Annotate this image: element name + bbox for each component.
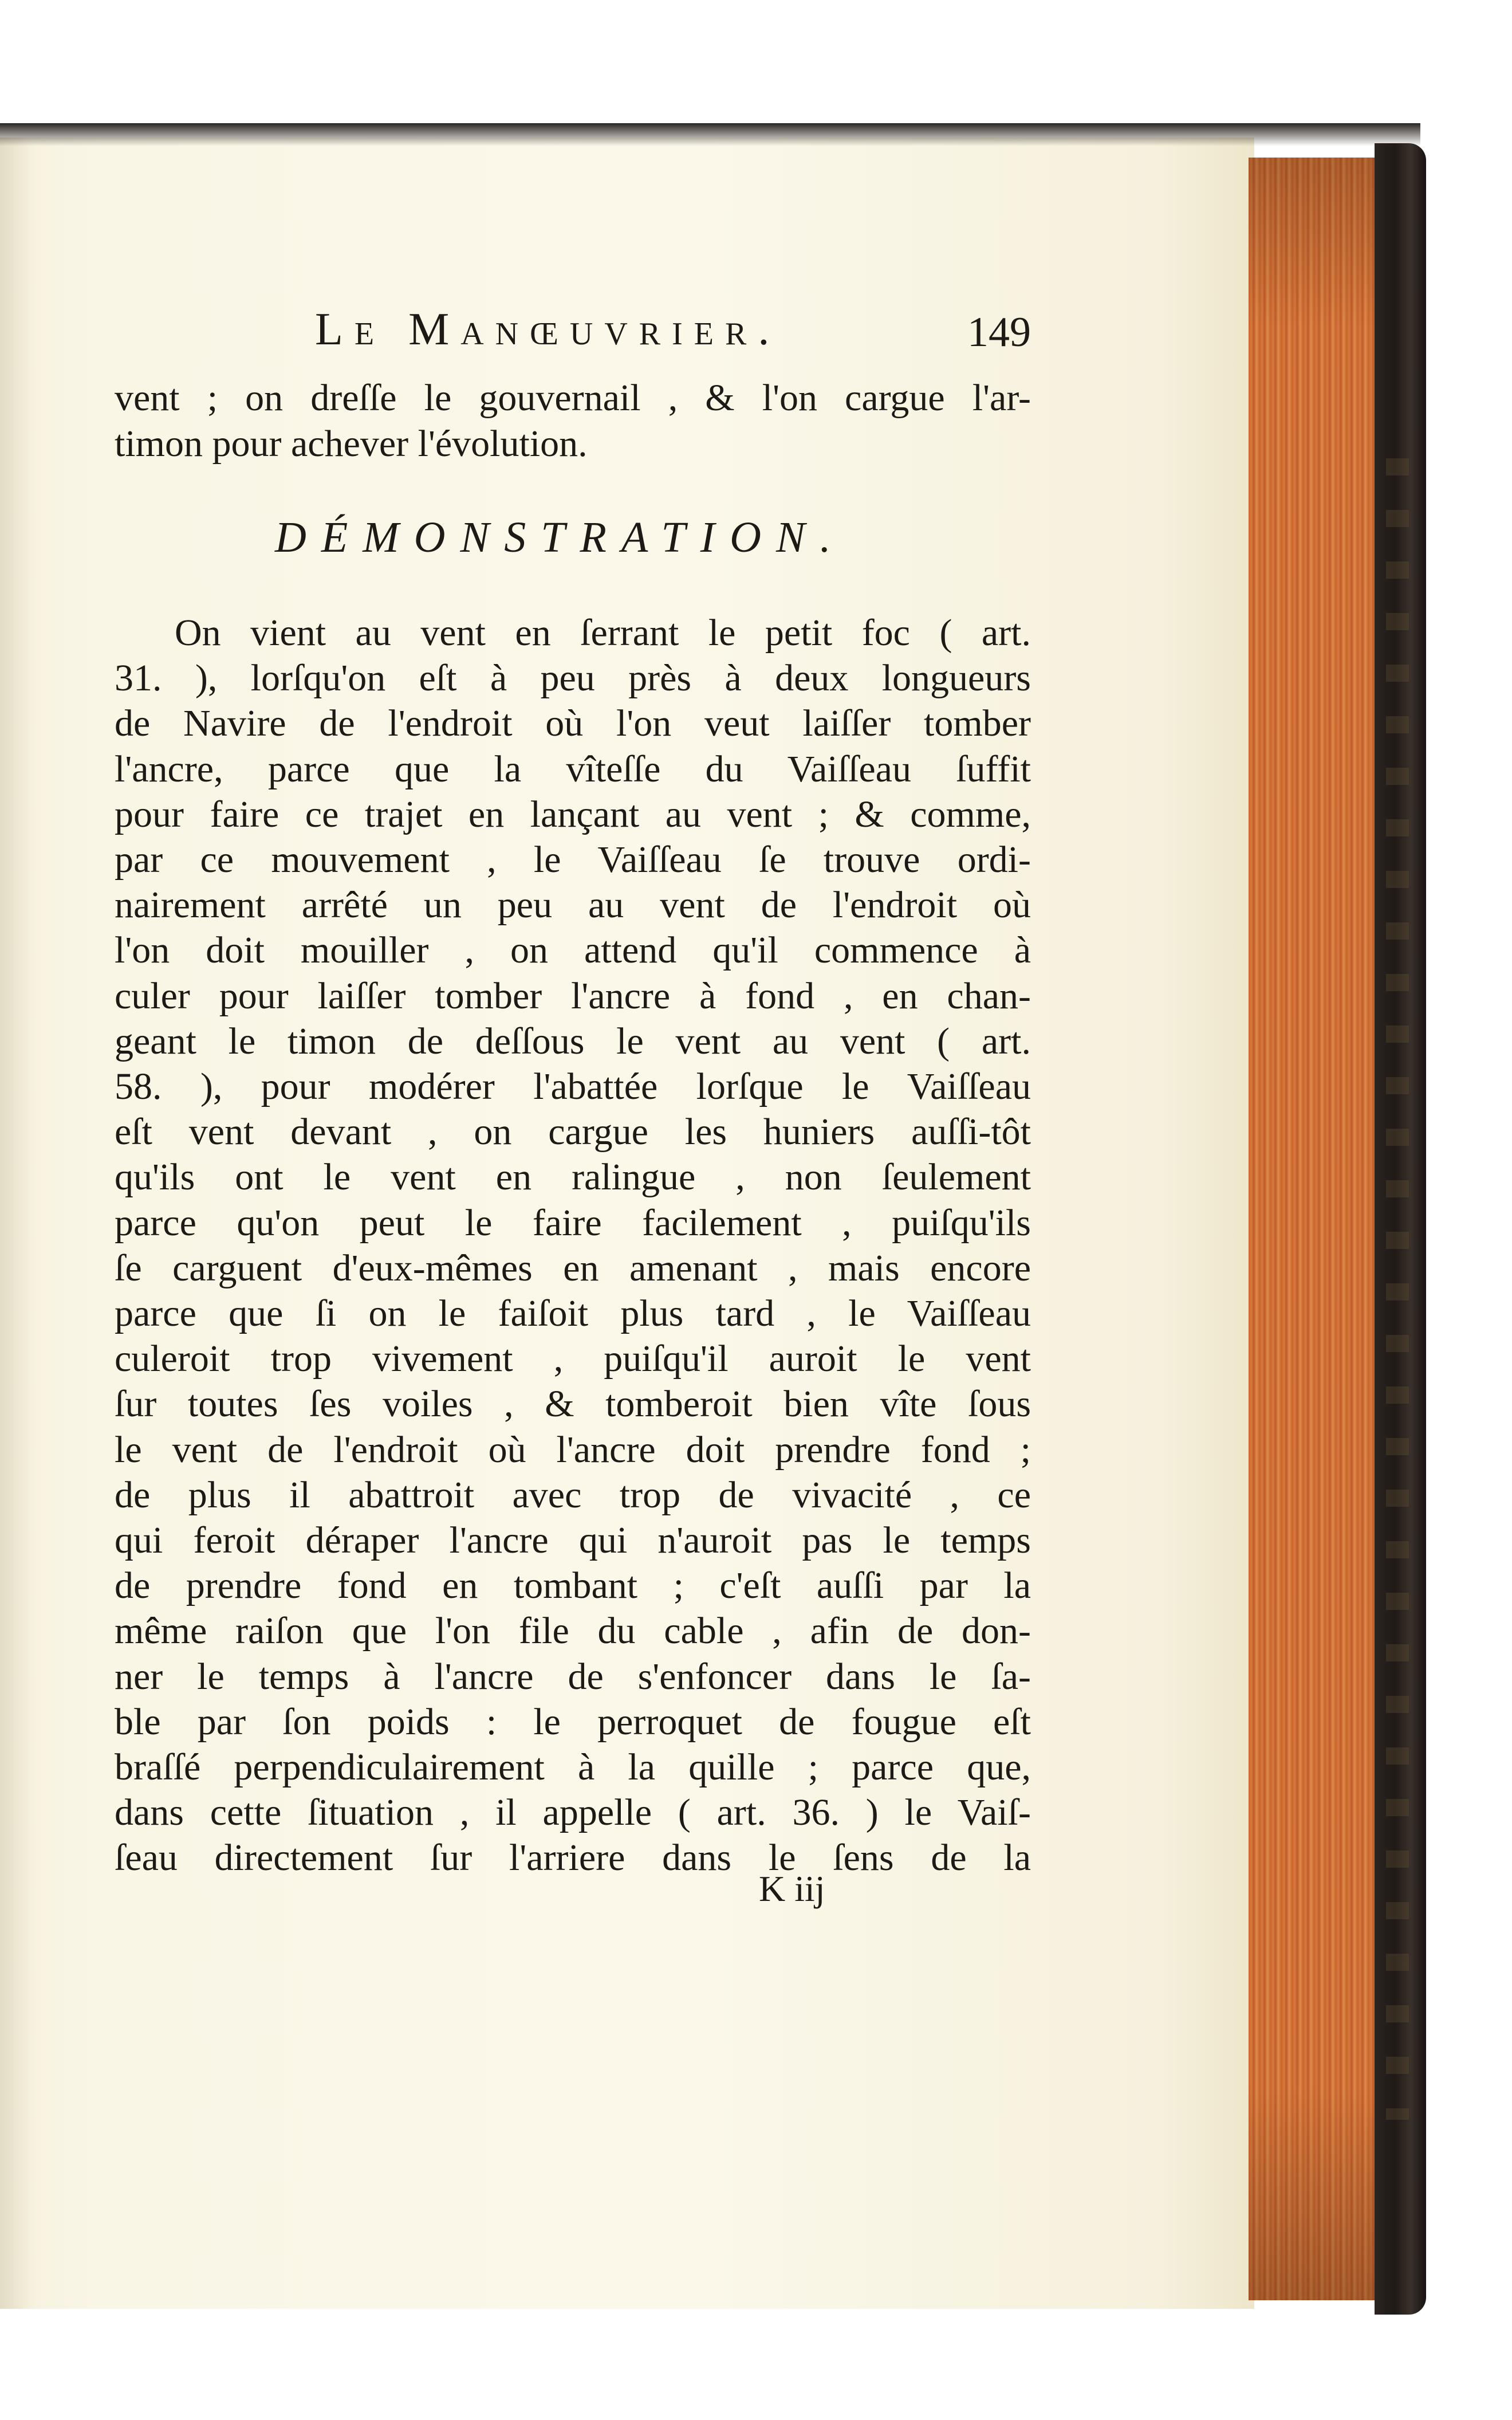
body-line: pour faire ce trajet en lançant au vent ; & comme,: [115, 793, 1031, 835]
body-line: parce qu'on peut le faire facilement , puiſqu'ils: [115, 1201, 1031, 1244]
page-edge-shading: [1249, 158, 1386, 2300]
running-head-title: Le Manœuvrier.: [315, 304, 781, 355]
body-line: nairement arrêté un peu au vent de l'endroit où: [115, 884, 1031, 926]
body-line: ble par ſon poids : le perroquet de fougue eſt: [115, 1700, 1031, 1743]
body-line: culeroit trop vivement , puiſqu'il auroit le vent: [115, 1338, 1031, 1380]
gutter-shade: [0, 138, 34, 2309]
body-line: par ce mouvement , le Vaiſſeau ſe trouve ordi-: [115, 839, 1031, 881]
signature-mark: K iij: [759, 1868, 825, 1909]
running-head: [315, 304, 1031, 372]
body-line: eſt vent devant , on cargue les huniers auſſi-tôt: [115, 1111, 1031, 1153]
body-line: même raiſon que l'on file du cable , afin de don-: [115, 1610, 1031, 1652]
body-line: ſur toutes ſes voiles , & tomberoit bien vîte ſous: [115, 1383, 1031, 1425]
body-line: 58. ), pour modérer l'abattée lorſque le Vaiſſeau: [115, 1066, 1031, 1107]
body-line: de plus il abattroit avec trop de vivacité , ce: [115, 1474, 1031, 1516]
body-line: parce que ſi on le faiſoit plus tard , le Vaiſſeau: [115, 1292, 1031, 1334]
body-line: le vent de l'endroit où l'ancre doit prendre fond ;: [115, 1428, 1031, 1471]
body-line: dans cette ſituation , il appelle ( art. 36. ) le Vaiſ-: [115, 1792, 1031, 1834]
continuation-line: timon pour achever l'évolution.: [115, 423, 588, 465]
body-line: culer pour laiſſer tomber l'ancre à fond , en chan-: [115, 975, 1031, 1017]
body-line: de Navire de l'endroit où l'on veut laiſſer tomber: [115, 702, 1031, 745]
body-line: l'on doit mouiller , on attend qu'il commence à: [115, 929, 1031, 972]
section-heading: DÉMONSTRATION.: [275, 513, 846, 561]
body-line: qu'ils ont le vent en ralingue , non ſeulement: [115, 1156, 1031, 1199]
body-line: ſeau directement ſur l'arriere dans le ſens de la: [115, 1837, 1031, 1879]
body-line: On vient au vent en ſerrant le petit foc ( art.: [175, 612, 1031, 654]
body-line: 31. ), lorſqu'on eſt à peu près à deux longueurs: [115, 657, 1031, 700]
body-line: geant le timon de deſſous le vent au vent ( art.: [115, 1020, 1031, 1062]
page-number: 149: [967, 309, 1031, 356]
top-shadow: [0, 123, 1420, 146]
body-line: qui feroit déraper l'ancre qui n'auroit pas le temps: [115, 1519, 1031, 1561]
continuation-line: vent ; on dreſſe le gouvernail , & l'on cargue l'ar-: [115, 377, 1031, 419]
body-line: de prendre fond en tombant ; c'eſt auſſi par la: [115, 1565, 1031, 1607]
body-line: ſe carguent d'eux-mêmes en amenant , mais encore: [115, 1247, 1031, 1289]
body-line: l'ancre, parce que la vîteſſe du Vaiſſeau ſuffit: [115, 748, 1031, 790]
body-line: braſſé perpendiculairement à la quille ; parce que,: [115, 1746, 1031, 1788]
body-line: ner le temps à l'ancre de s'enfoncer dans le ſa-: [115, 1655, 1031, 1698]
cover-texture: [1386, 458, 1409, 2120]
